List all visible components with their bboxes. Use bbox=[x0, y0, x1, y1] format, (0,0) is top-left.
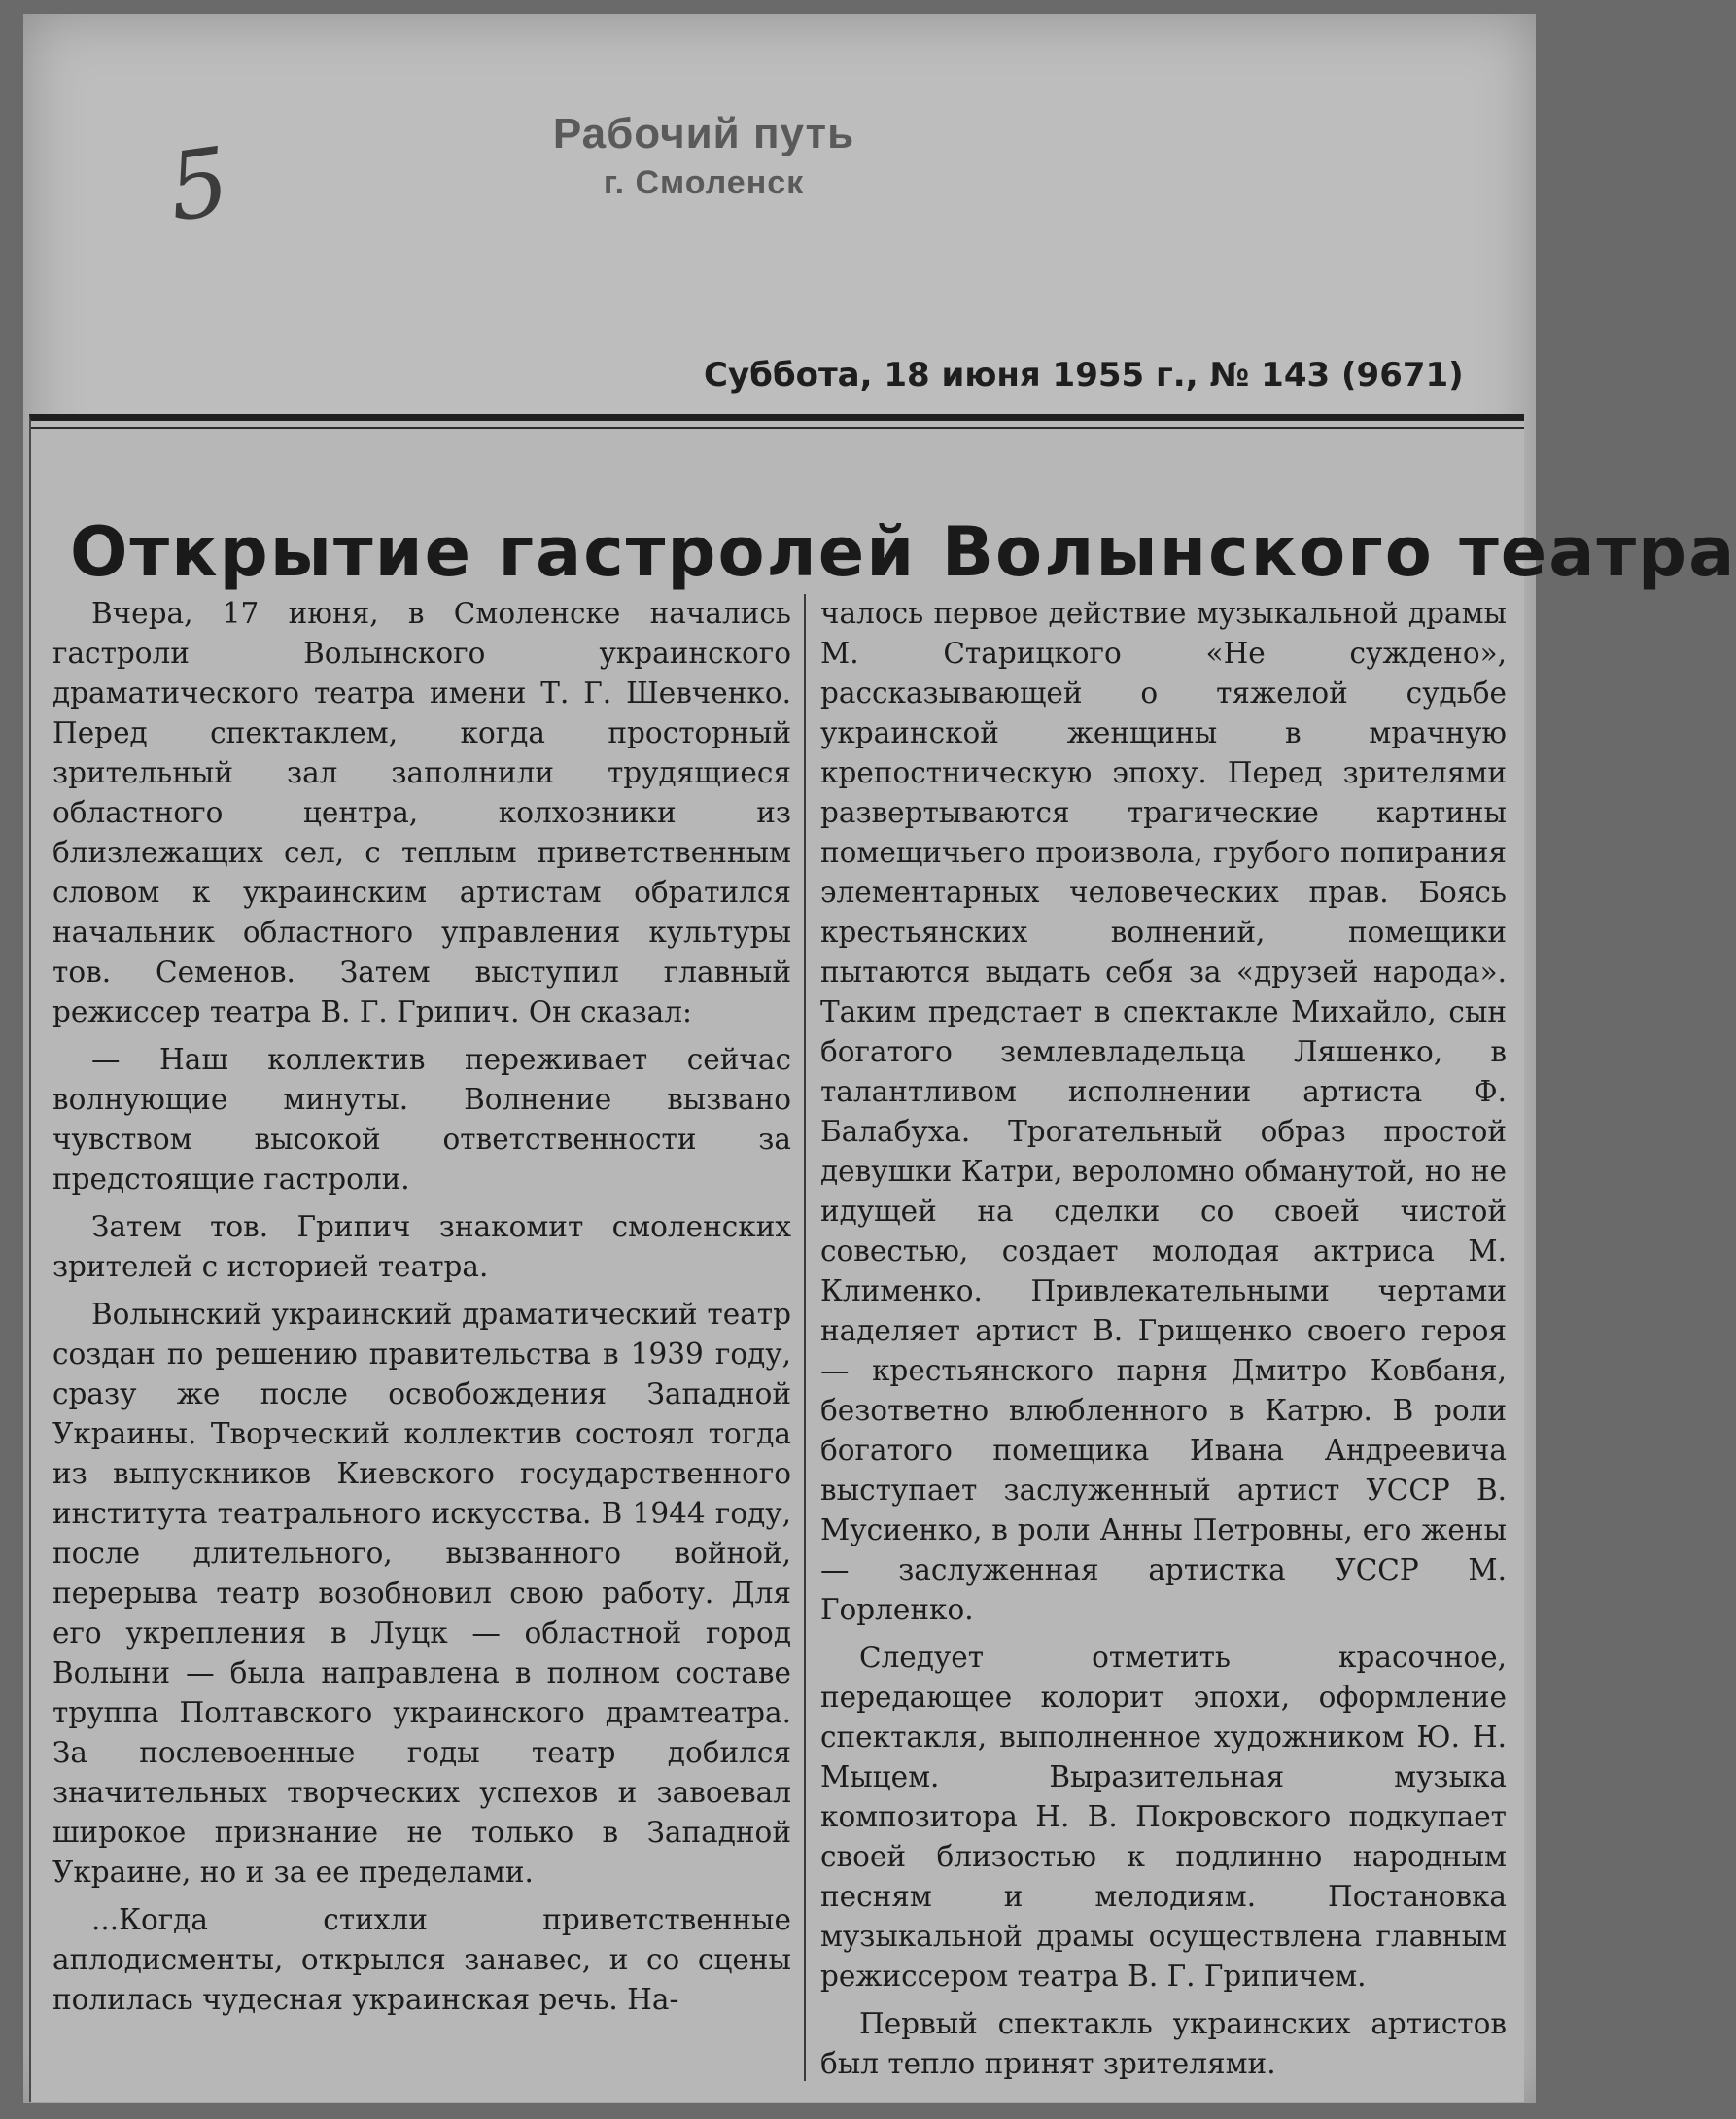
top-rule-divider bbox=[31, 427, 1524, 429]
paragraph: Следует отметить красочное, передающее колорит эпохи, оформление спектакля, выполненное художником Ю. Н. Мыцем. Выразительная музыка композитора Н. В. Покровского подкупает своей близостью к подлинно народным песням и мелодиям. Постановка музыкальной драмы осуществлена главным режиссером театра В. Г. Грипичем. bbox=[820, 1641, 1507, 1993]
paragraph: Вчера, 17 июня, в Смоленске начались гастроли Волынского украинского драматического театра имени Т. Г. Шевченко. Перед спектаклем, когда просторный зрительный зал заполнили трудящиеся областного центра, колхозники из близлежащих сел, с теплым приветственным словом к украинским артистам обратился начальник областного управления культуры тов. Семенов. Затем выступил главный режиссер театра В. Г. Грипич. Он сказал: bbox=[52, 597, 791, 1028]
paragraph: ...Когда стихли приветственные аплодисменты, открылся занавес, и со сцены полилась чудесная украинская речь. На- bbox=[52, 1903, 791, 2016]
newspaper-name-stamp: Рабочий путь bbox=[552, 110, 855, 157]
newspaper-stamp bbox=[432, 107, 976, 204]
article-right-column bbox=[820, 594, 1507, 2092]
paragraph: чалось первое действие музыкальной драмы М. Старицкого «Не суждено», рассказывающей о тяжелой судьбе украинской женщины в мрачную крепостническую эпоху. Перед зрителями развертываются трагические картины помещичьего произвола, грубого попирания элементарных человеческих прав. Боясь крестьянских волнений, помещики пытаются выдать себя за «друзей народа». Таким предстает в спектакле Михайло, сын богатого землевладельца Ляшенко, в талантливом исполнении артиста Ф. Балабуха. Трогательный образ простой девушки Катри, вероломно обманутой, но не идущей на сделки со своей чистой совестью, создает молодая актриса М. Клименко. Привлекательными чертами наделяет артист В. Грищенко своего героя — крестьянского парня Дмитро Ковбаня, безответно влюбленного в Катрю. В роли богатого помещика Ивана Андреевича выступает заслуженный артист УССР В. Мусиенко, в роли Анны Петровны, его жены — заслуженная артистка УССР М. Горленко. bbox=[820, 597, 1507, 1626]
city-stamp: г. Смоленск bbox=[603, 164, 805, 201]
paragraph: — Наш коллектив переживает сейчас волнующие минуты. Волнение вызвано чувством высокой ответственности за предстоящие гастроли. bbox=[52, 1043, 791, 1196]
article-left-column bbox=[52, 594, 791, 2028]
paragraph: Первый спектакль украинских артистов был тепло принят зрителями. bbox=[820, 2007, 1507, 2080]
paragraph: Затем тов. Грипич знакомит смоленских зрителей с историей театра. bbox=[52, 1210, 791, 1283]
article-headline: Открытие гастролей Волынского театра bbox=[70, 511, 1736, 592]
handwritten-archive-number: 5 bbox=[161, 126, 236, 243]
newspaper-scan-page bbox=[23, 14, 1736, 2103]
column-divider bbox=[804, 594, 806, 2081]
issue-dateline: Суббота, 18 июня 1955 г., № 143 (9671) bbox=[704, 356, 1464, 395]
paragraph: Волынский украинский драматический театр создан по решению правительства в 1939 году, сразу же после освобождения Западной Украины. Творческий коллектив состоял тогда из выпускников Киевского государственного института театрального искусства. В 1944 году, после длительного, вызванного войной, перерыва театр возобновил свою работу. Для его укрепления в Луцк — областной город Волыни — была направлена в полном составе труппа Полтавского украинского драмтеатра. За послевоенные годы театр добился значительных творческих успехов и завоевал широкое признание не только в Западной Украине, но и за ее пределами. bbox=[52, 1298, 791, 1889]
article-clipping bbox=[29, 414, 1736, 2102]
